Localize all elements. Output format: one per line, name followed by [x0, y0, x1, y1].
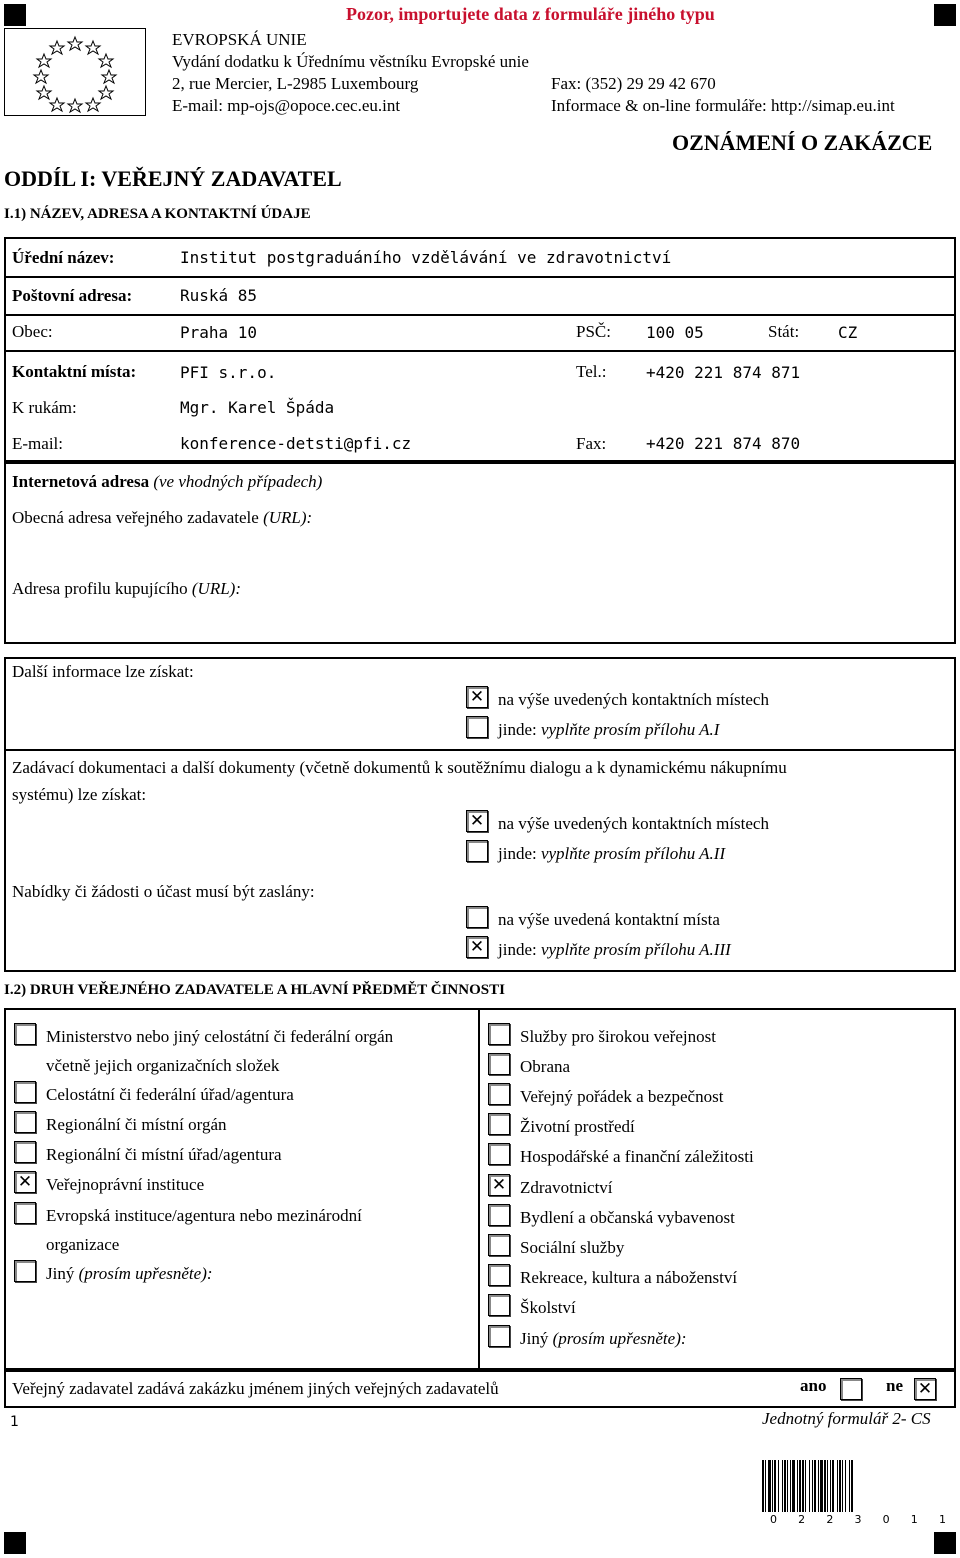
ministry-label-cont: včetně jejich organizačních složek — [46, 1056, 280, 1075]
barcode-bar — [774, 1460, 776, 1512]
registration-mark — [934, 1532, 956, 1554]
fax-label: Fax: — [576, 434, 607, 453]
barcode-bar — [772, 1460, 773, 1512]
checkbox-regional-agency[interactable] — [14, 1141, 36, 1163]
checkbox-economic-affairs[interactable] — [488, 1143, 510, 1165]
checkbox-education[interactable] — [488, 1294, 510, 1316]
barcode-bar — [827, 1460, 828, 1512]
form-name: Jednotný formulář 2- CS — [762, 1409, 931, 1428]
tel-value[interactable]: +420 221 874 871 — [646, 363, 801, 382]
social-protection-label: Sociální služby — [520, 1238, 625, 1257]
no-label: ne — [886, 1376, 903, 1395]
internet-heading — [12, 472, 322, 492]
checkbox-environment[interactable] — [488, 1113, 510, 1135]
checkbox-ministry[interactable] — [14, 1023, 36, 1045]
option-other-prefix: jinde: — [498, 940, 537, 959]
option-other-note: vyplňte prosím přílohu A.III — [540, 940, 731, 959]
tel-label: Tel.: — [576, 362, 607, 381]
url-note: (URL): — [263, 508, 313, 527]
barcode-digit: 0 — [770, 1513, 777, 1526]
option-other-row — [498, 720, 719, 740]
checkbox-regional-authority[interactable] — [14, 1111, 36, 1133]
country-value[interactable]: CZ — [838, 323, 858, 342]
barcode-bar — [787, 1460, 788, 1512]
barcode-bar — [830, 1460, 831, 1512]
internet-note: (ve vhodných případech) — [153, 472, 323, 491]
attention-label: K rukám: — [12, 398, 77, 417]
registration-mark — [4, 1532, 26, 1554]
barcode-digit: 2 — [826, 1513, 834, 1526]
defence-label: Obrana — [520, 1057, 571, 1076]
town-label: Obec: — [12, 322, 53, 341]
barcode — [762, 1460, 952, 1512]
divider — [4, 276, 956, 278]
checkbox-offers-above[interactable] — [466, 906, 488, 928]
page-number: 1 — [10, 1414, 19, 1430]
recreation-label: Rekreace, kultura a náboženství — [520, 1268, 738, 1287]
document-title: OZNÁMENÍ O ZAKÁZCE — [672, 130, 933, 155]
regional-agency-label: Regionální či místní úřad/agentura — [46, 1145, 282, 1164]
education-label: Školství — [520, 1298, 576, 1317]
national-agency-label: Celostátní či federální úřad/agentura — [46, 1085, 294, 1104]
checkbox-no[interactable]: ✕ — [914, 1378, 936, 1400]
divider — [478, 1008, 480, 1370]
contact-point-value[interactable]: PFI s.r.o. — [180, 363, 277, 382]
checkbox-national-agency[interactable] — [14, 1081, 36, 1103]
barcode-bar — [768, 1460, 771, 1512]
barcode-bar — [762, 1460, 764, 1512]
option-above-places-label: na výše uvedená kontaktní místa — [498, 910, 720, 929]
import-warning: Pozor, importujete data z formuláře jiného typu — [346, 4, 715, 24]
barcode-bars — [762, 1460, 952, 1512]
checkbox-docs-above[interactable]: ✕ — [466, 810, 488, 832]
subsection-title: I.2) DRUH VEŘEJNÉHO ZADAVATELE A HLAVNÍ PŘEDMĚT ČINNOSTI — [4, 982, 505, 998]
email-label: E-mail: — [12, 434, 63, 453]
fax-value[interactable]: +420 221 874 870 — [646, 434, 801, 453]
header-address: 2, rue Mercier, L-2985 Luxembourg — [172, 74, 419, 93]
other-type-label: Jiný — [46, 1264, 75, 1283]
health-label: Zdravotnictví — [520, 1178, 613, 1197]
option-other-prefix: jinde: — [498, 720, 537, 739]
general-url-row — [12, 508, 312, 528]
checkbox-docs-other[interactable] — [466, 840, 488, 862]
checkbox-other-activity[interactable] — [488, 1325, 510, 1347]
checkbox-public-body[interactable]: ✕ — [14, 1171, 36, 1193]
checkbox-yes[interactable] — [840, 1378, 862, 1400]
profile-url-label: Adresa profilu kupujícího — [12, 579, 188, 598]
other-activity-note: (prosím upřesněte): — [552, 1329, 687, 1348]
checkbox-defence[interactable] — [488, 1053, 510, 1075]
email-value[interactable]: konference-detsti@pfi.cz — [180, 434, 412, 453]
town-value[interactable]: Praha 10 — [180, 323, 258, 342]
barcode-bar — [814, 1460, 816, 1512]
official-name-value[interactable]: Institut postgraduáního vzdělávání ve zdravotnictví — [180, 248, 672, 267]
attention-value[interactable]: Mgr. Karel Špáda — [180, 398, 335, 417]
divider — [4, 749, 956, 751]
european-institution-label: Evropská instituce/agentura nebo mezinárodní — [46, 1206, 362, 1225]
public-order-label: Veřejný pořádek a bezpečnost — [520, 1087, 724, 1106]
barcode-digit: 0 — [882, 1513, 890, 1526]
profile-url-row — [12, 579, 241, 599]
barcode-bar — [820, 1460, 823, 1512]
official-name-label: Úřední název: — [12, 248, 115, 267]
checkbox-social-protection[interactable] — [488, 1234, 510, 1256]
option-other-note: vyplňte prosím přílohu A.I — [540, 720, 720, 739]
checkbox-recreation[interactable] — [488, 1264, 510, 1286]
housing-label: Bydlení a občanská vybavenost — [520, 1208, 735, 1227]
other-type-note: (prosím upřesněte): — [78, 1264, 213, 1283]
checkbox-info-other[interactable] — [466, 716, 488, 738]
barcode-digits — [770, 1513, 946, 1526]
option-other-row — [498, 844, 725, 864]
checkbox-public-order[interactable] — [488, 1083, 510, 1105]
european-institution-label-cont: organizace — [46, 1235, 120, 1254]
barcode-bar — [802, 1460, 804, 1512]
ministry-label: Ministerstvo nebo jiný celostátní či federální orgán — [46, 1027, 394, 1046]
option-above-label: na výše uvedených kontaktních místech — [498, 814, 769, 833]
header-org: EVROPSKÁ UNIE — [172, 30, 307, 49]
barcode-digit: 1 — [938, 1513, 946, 1526]
general-url-label: Obecná adresa veřejného zadavatele — [12, 508, 259, 527]
barcode-bar — [792, 1460, 795, 1512]
registration-mark — [4, 4, 26, 26]
barcode-bar — [818, 1460, 819, 1512]
eu-flag-logo — [4, 28, 146, 116]
barcode-bar — [845, 1460, 846, 1512]
docs-label-line1: Zadávací dokumentaci a další dokumenty (včetně dokumentů k soutěžnímu dialogu a k dynamickému nákupnímu — [12, 758, 787, 777]
barcode-bar — [824, 1460, 826, 1512]
environment-label: Životní prostředí — [520, 1117, 635, 1136]
barcode-bar — [837, 1460, 838, 1512]
divider — [4, 350, 956, 352]
barcode-digit: 2 — [798, 1513, 806, 1526]
option-other-note: vyplňte prosím přílohu A.II — [540, 844, 726, 863]
header-supplement: Vydání dodatku k Úřednímu věstníku Evropské unie — [172, 52, 529, 71]
header-fax: Fax: (352) 29 29 42 670 — [551, 74, 716, 93]
barcode-bar — [812, 1460, 813, 1512]
option-above-label: na výše uvedených kontaktních místech — [498, 690, 769, 709]
url-note: (URL): — [191, 579, 241, 598]
subsection-title: I.1) NÁZEV, ADRESA A KONTAKTNÍ ÚDAJE — [4, 206, 311, 222]
barcode-bar — [782, 1460, 783, 1512]
barcode-bar — [805, 1460, 806, 1512]
barcode-bar — [849, 1460, 850, 1512]
barcode-digit: 3 — [854, 1513, 862, 1526]
header-email: E-mail: mp-ojs@opoce.cec.eu.int — [172, 96, 401, 115]
barcode-bar — [809, 1460, 810, 1512]
barcode-bar — [842, 1460, 843, 1512]
postal-address-value[interactable]: Ruská 85 — [180, 286, 258, 305]
checkbox-housing[interactable] — [488, 1204, 510, 1226]
option-other-row — [498, 940, 731, 960]
general-services-label: Služby pro širokou veřejnost — [520, 1027, 716, 1046]
yes-label: ano — [800, 1376, 827, 1395]
country-label: Stát: — [768, 322, 800, 341]
checkbox-info-above[interactable]: ✕ — [466, 686, 488, 708]
regional-authority-label: Regionální či místní orgán — [46, 1115, 227, 1134]
barcode-bar — [839, 1460, 841, 1512]
offers-label: Nabídky či žádosti o účast musí být zaslány: — [12, 882, 315, 901]
barcode-bar — [799, 1460, 801, 1512]
on-behalf-label: Veřejný zadavatel zadává zakázku jménem jiných veřejných zadavatelů — [12, 1379, 499, 1398]
barcode-bar — [790, 1460, 791, 1512]
info-label: Další informace lze získat: — [12, 662, 194, 681]
barcode-bar — [784, 1460, 786, 1512]
other-activity-label: Jiný — [520, 1329, 549, 1348]
barcode-bar — [765, 1460, 766, 1512]
header-info: Informace & on-line formuláře: http://simap.eu.int — [551, 96, 895, 115]
checkbox-health[interactable]: ✕ — [488, 1174, 510, 1196]
docs-label-line2: systému) lze získat: — [12, 785, 147, 804]
postcode-value[interactable]: 100 05 — [646, 323, 704, 342]
divider — [4, 314, 956, 316]
barcode-bar — [778, 1460, 779, 1512]
barcode-bar — [832, 1460, 834, 1512]
registration-mark — [934, 4, 956, 26]
barcode-digit: 1 — [910, 1513, 918, 1526]
section-title: ODDÍL I: VEŘEJNÝ ZADAVATEL — [4, 166, 342, 191]
other-activity-row — [520, 1329, 687, 1349]
internet-title: Internetová adresa — [12, 472, 150, 491]
checkbox-general-services[interactable] — [488, 1023, 510, 1045]
checkbox-offers-other[interactable]: ✕ — [466, 936, 488, 958]
checkbox-european-institution[interactable] — [14, 1202, 36, 1224]
checkbox-other-type[interactable] — [14, 1260, 36, 1282]
barcode-bar — [851, 1460, 853, 1512]
other-type-row — [46, 1264, 213, 1284]
public-body-label: Veřejnoprávní instituce — [46, 1175, 205, 1194]
contact-point-label: Kontaktní místa: — [12, 362, 137, 381]
option-other-prefix: jinde: — [498, 844, 537, 863]
barcode-bar — [797, 1460, 798, 1512]
postal-address-label: Poštovní adresa: — [12, 286, 133, 305]
postcode-label: PSČ: — [576, 322, 611, 341]
economic-affairs-label: Hospodářské a finanční záležitosti — [520, 1147, 754, 1166]
